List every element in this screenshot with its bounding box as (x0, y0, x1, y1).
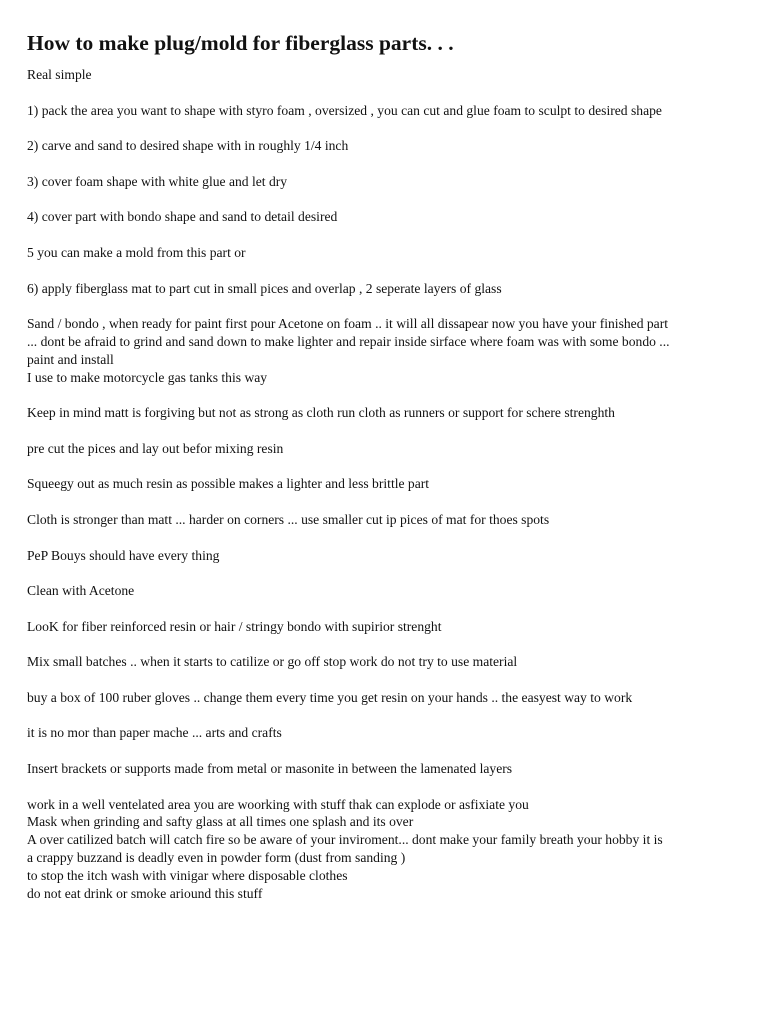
paragraph (27, 315, 747, 386)
paragraph (27, 547, 747, 565)
text-line: buy a box of 100 ruber gloves .. change them every time you get resin on your hands .. the easyest way to work (27, 689, 633, 705)
text-line: Real simple (27, 67, 92, 82)
text-line: 4) cover part with bondo shape and sand to detail desired (27, 209, 338, 225)
text-line: ... dont be afraid to grind and sand down to make lighter and repair inside sirface where foam was with some bondo ... (27, 333, 670, 349)
text-line: 1) pack the area you want to shape with styro foam , oversized , you can cut and glue foam to sculpt to desired shape (27, 102, 662, 118)
text-line: Insert brackets or supports made from metal or masonite in between the lamenated layers (27, 761, 513, 777)
text-line: Squeegy out as much resin as possible makes a lighter and less brittle part (27, 476, 430, 492)
text-line: paint and install (27, 351, 114, 367)
paragraph (27, 760, 747, 778)
text-line: Keep in mind matt is forgiving but not as strong as cloth run cloth as runners or support for schere strenghth (27, 405, 615, 421)
paragraph (27, 582, 747, 600)
paragraph (27, 66, 747, 84)
text-line: it is no mor than paper mache ... arts and crafts (27, 725, 282, 741)
paragraph (27, 653, 747, 671)
text-line: Mix small batches .. when it starts to catilize or go off stop work do not try to use material (27, 654, 518, 670)
text-line: LooK for fiber reinforced resin or hair / stringy bondo with supirior strenght (27, 618, 442, 634)
text-line: 6) apply fiberglass mat to part cut in small pices and overlap , 2 seperate layers of glass (27, 280, 502, 296)
text-line: PeP Bouys should have every thing (27, 547, 220, 563)
text-line: 2) carve and sand to desired shape with in roughly 1/4 inch (27, 138, 349, 154)
text-line: A over catilized batch will catch fire so be aware of your inviroment... dont make your family breath your hobby it is (27, 832, 663, 848)
paragraph (27, 173, 747, 191)
document-page (27, 30, 747, 920)
paragraph (27, 404, 747, 422)
paragraph (27, 102, 747, 120)
text-line: 3) cover foam shape with white glue and let dry (27, 173, 288, 189)
paragraph (27, 440, 747, 458)
document-body (27, 66, 747, 902)
paragraph (27, 475, 747, 493)
text-line: do not eat drink or smoke ariound this stuff (27, 885, 263, 901)
text-line: Cloth is stronger than matt ... harder on corners ... use smaller cut ip pices of mat for thoes spots (27, 511, 550, 527)
paragraph (27, 511, 747, 529)
paragraph (27, 618, 747, 636)
document-title: How to make plug/mold for fiberglass parts. . . (27, 31, 454, 55)
paragraph (27, 689, 747, 707)
text-line: Clean with Acetone (27, 583, 135, 599)
paragraph (27, 244, 747, 262)
text-line: work in a well ventelated area you are woorking with stuff thak can explode or asfixiate you (27, 796, 529, 812)
paragraph (27, 208, 747, 226)
text-line: to stop the itch wash with vinigar where disposable clothes (27, 867, 348, 883)
text-line: Sand / bondo , when ready for paint first pour Acetone on foam .. it will all dissapear now you have your finished part (27, 316, 669, 332)
text-line: a crappy buzzand is deadly even in powder form (dust from sanding ) (27, 850, 406, 866)
text-line: 5 you can make a mold from this part or (27, 244, 246, 260)
text-line: I use to make motorcycle gas tanks this way (27, 369, 268, 385)
paragraph (27, 796, 747, 903)
paragraph (27, 724, 747, 742)
text-line: pre cut the pices and lay out befor mixing resin (27, 440, 284, 456)
text-line: Mask when grinding and safty glass at all times one splash and its over (27, 814, 414, 830)
paragraph (27, 137, 747, 155)
paragraph (27, 280, 747, 298)
